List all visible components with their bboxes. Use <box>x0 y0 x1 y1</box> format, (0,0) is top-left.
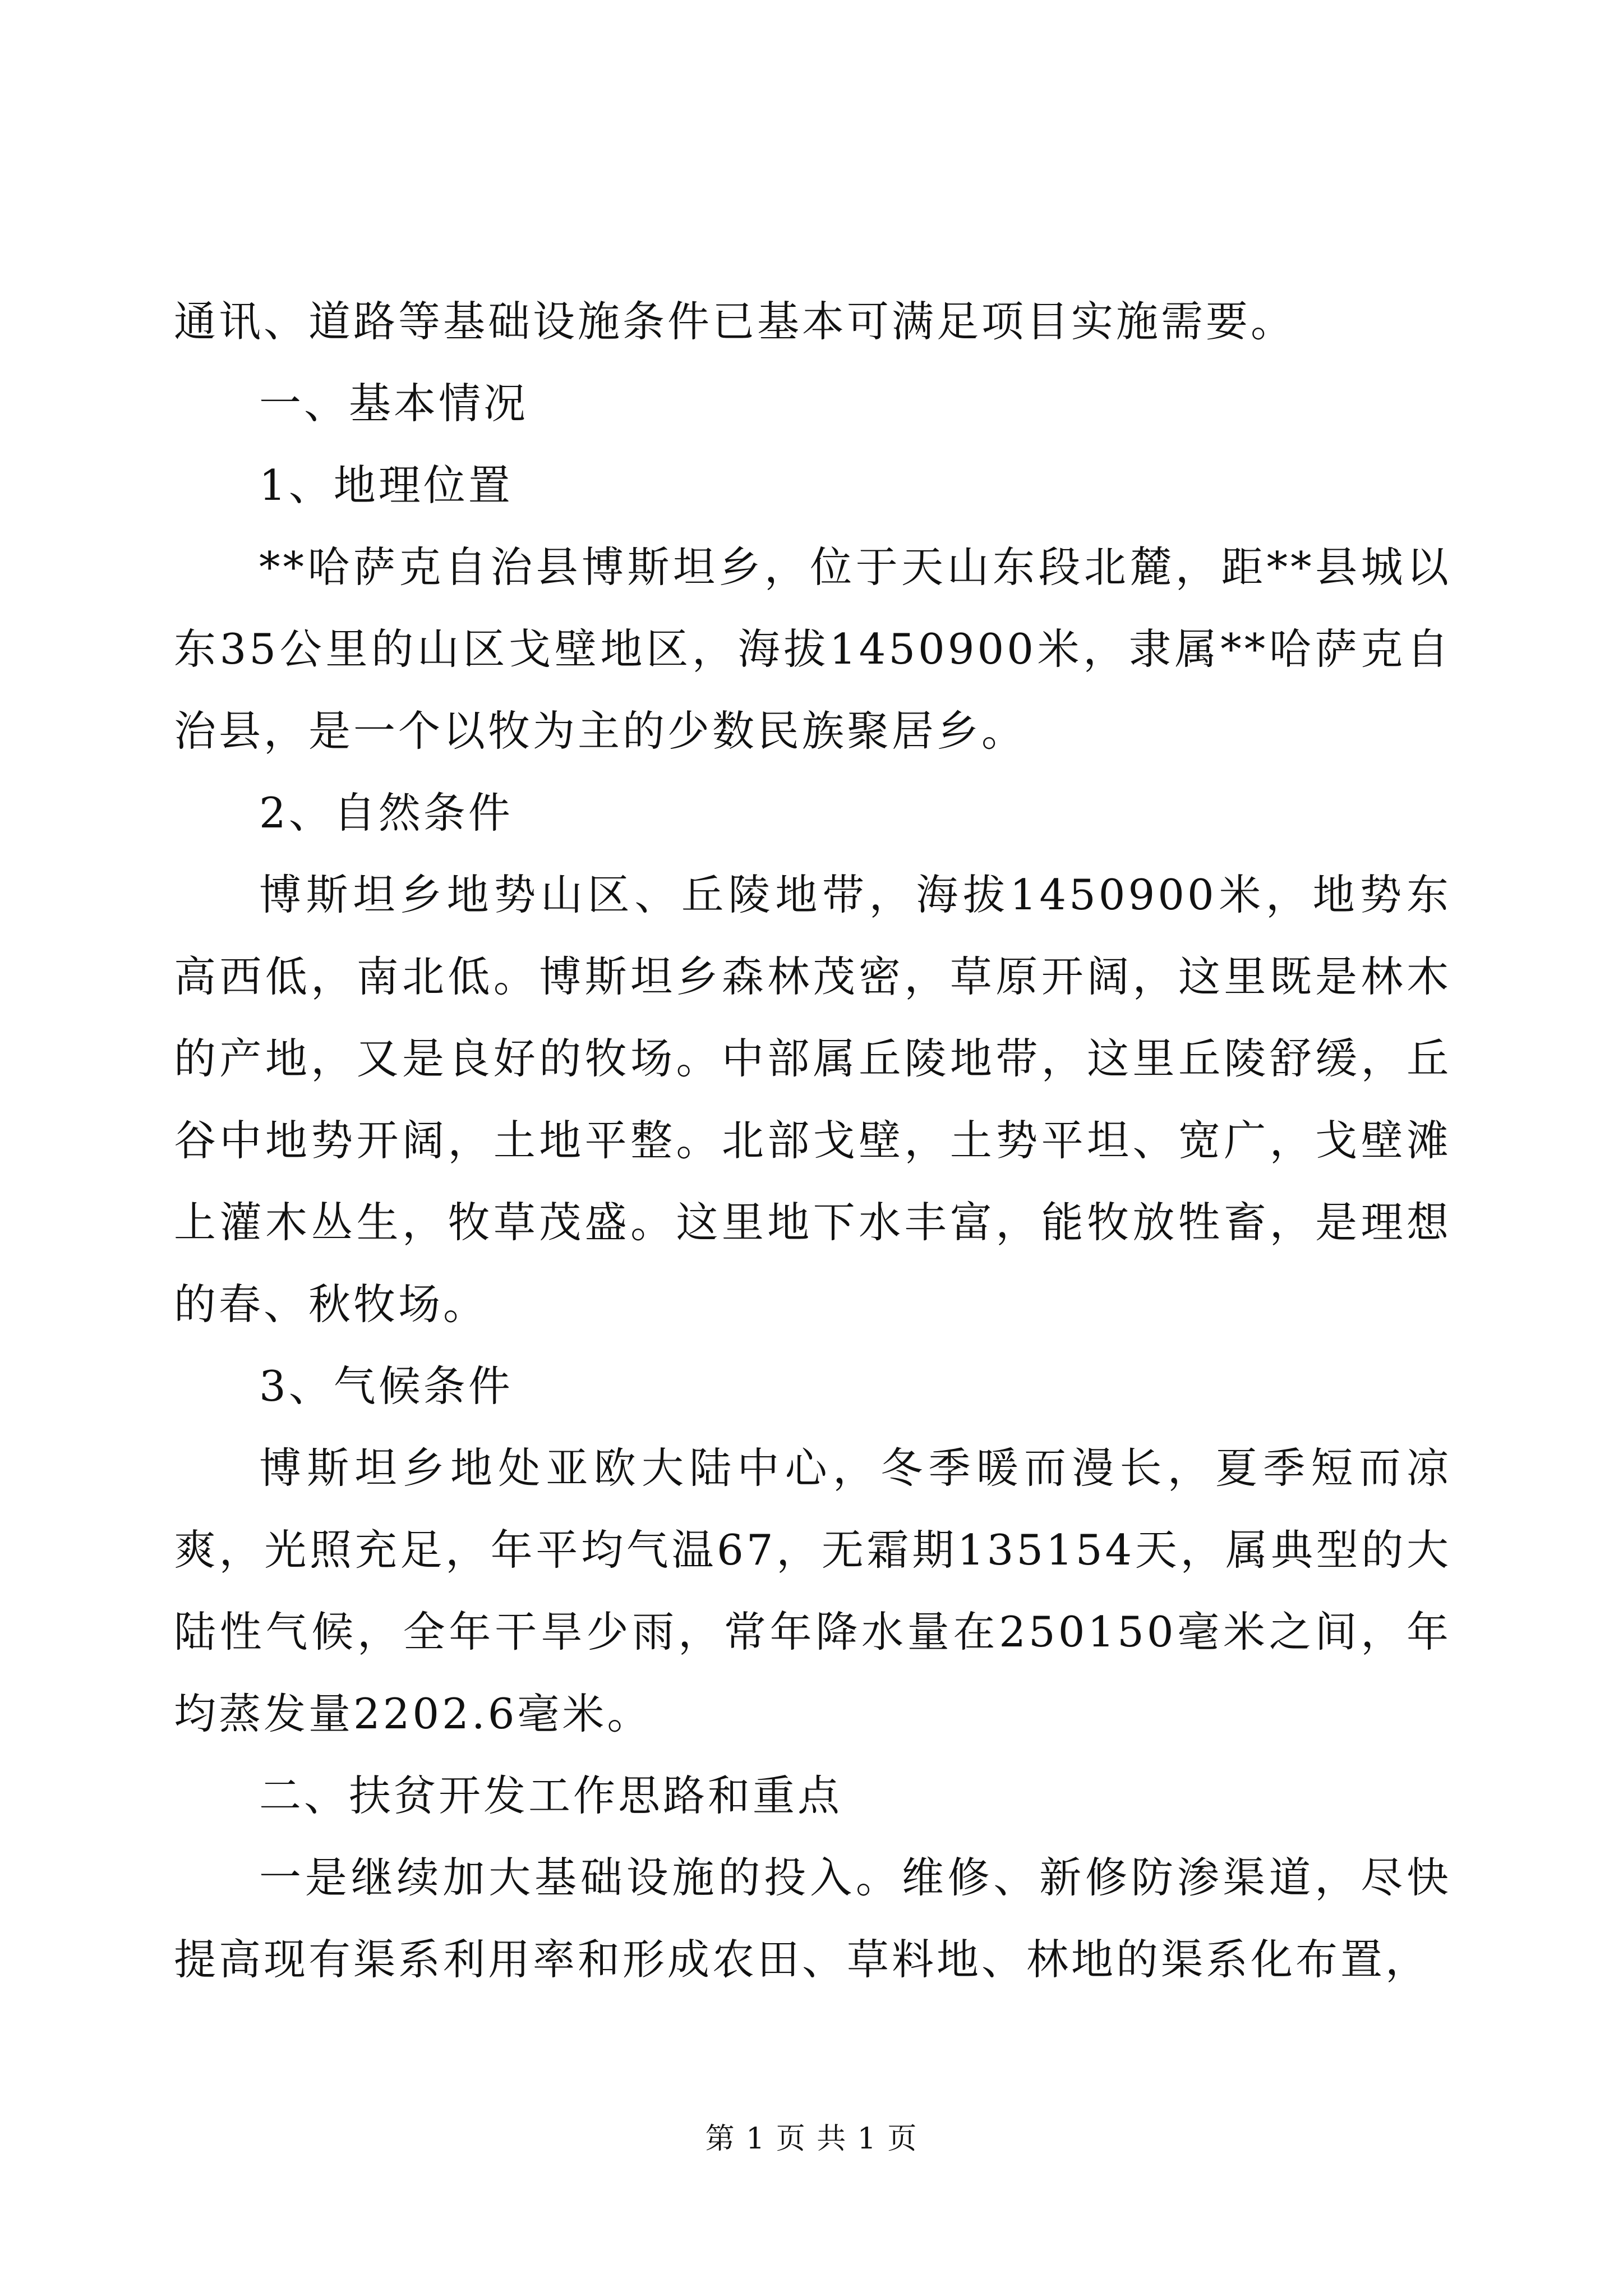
section-heading: 二、扶贫开发工作思路和重点 <box>259 1771 843 1820</box>
paragraph: 博斯坦乡地处亚欧大陆中心，冬季暖而漫长，夏季短而凉爽，光照充足，年平均气温67，无霜期135154天，属典型的大陆性气候，全年干旱少雨，常年降水量在250150毫米之间，年均蒸发量2202.6毫米。 <box>174 1443 1451 1738</box>
paragraph: **哈萨克自治县博斯坦乡，位于天山东段北麓，距**县城以东35公里的山区戈壁地区，海拔1450900米，隶属**哈萨克自治县，是一个以牧为主的少数民族聚居乡。 <box>174 542 1451 756</box>
section-heading: 一、基本情况 <box>259 379 529 428</box>
subsection-heading: 3、气候条件 <box>259 1361 513 1411</box>
paragraph: 通讯、道路等基础设施条件已基本可满足项目实施需要。 <box>174 297 1296 346</box>
paragraph: 博斯坦乡地势山区、丘陵地带，海拔1450900米，地势东高西低，南北低。博斯坦乡森林茂密，草原开阔，这里既是林木的产地，又是良好的牧场。中部属丘陵地带，这里丘陵舒缓，丘谷中地势开阔，土地平整。北部戈壁，土势平坦、宽广，戈壁滩上灌木丛生，牧草茂盛。这里地下水丰富，能牧放牲畜，是理想的春、秋牧场。 <box>174 870 1451 1329</box>
subsection-heading: 2、自然条件 <box>259 788 513 838</box>
paragraph: 一是继续加大基础设施的投入。维修、新修防渗渠道，尽快提高现有渠系利用率和形成农田、草料地、林地的渠系化布置， <box>174 1853 1451 1984</box>
document-body <box>174 280 1451 2000</box>
subsection-heading: 1、地理位置 <box>259 461 513 510</box>
page-number-footer: 第 1 页 共 1 页 <box>705 2122 918 2156</box>
